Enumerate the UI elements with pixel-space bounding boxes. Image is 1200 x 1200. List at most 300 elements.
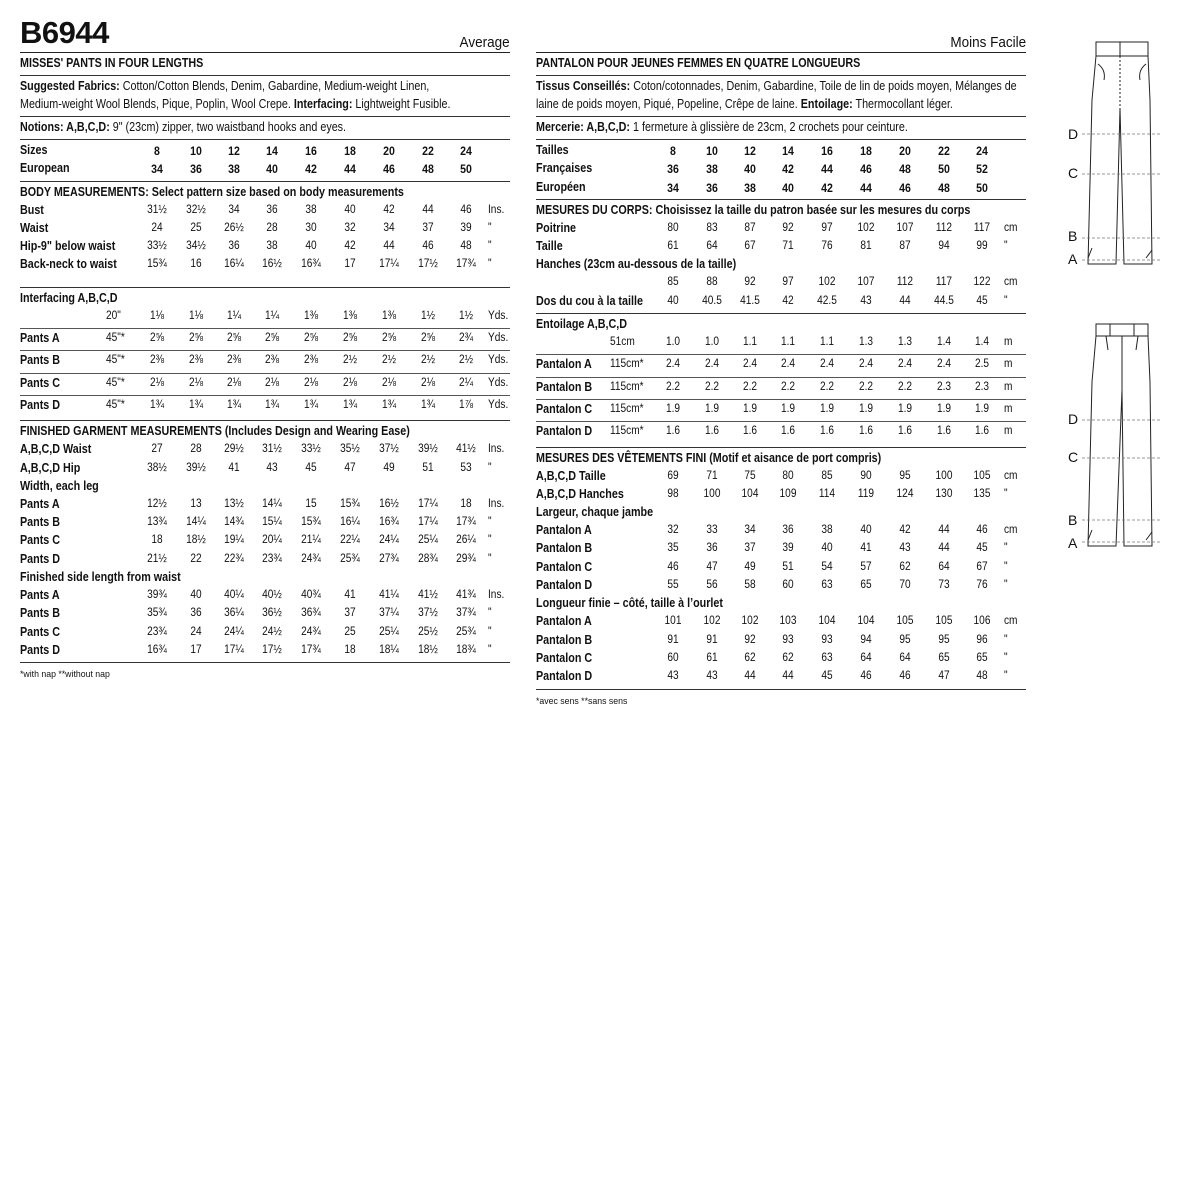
unit-label: "	[1004, 487, 1008, 500]
value-cell: 15¾	[147, 258, 167, 271]
value-cell: 1.9	[897, 402, 913, 415]
value-cell: 24¾	[301, 552, 321, 565]
value-cell: 1.9	[742, 402, 758, 415]
notions-section-en	[20, 117, 510, 140]
value-cell: 17¾	[301, 643, 321, 656]
unit-label: "	[1004, 542, 1008, 555]
fabric-width: 115cm*	[610, 425, 644, 438]
value-cell: 102	[857, 221, 875, 234]
english-column	[20, 14, 510, 680]
value-cell: 56	[706, 579, 718, 592]
table-row	[20, 513, 510, 531]
table-row	[536, 400, 1026, 422]
row-label: Pants C	[20, 375, 61, 390]
unit-label: "	[1004, 651, 1008, 664]
unit-label: cm	[1004, 524, 1018, 537]
header-en	[20, 14, 510, 53]
value-cell: 41½	[418, 589, 438, 602]
value-cell: 51	[782, 560, 794, 573]
table-row	[536, 159, 1026, 177]
table-row	[536, 485, 1026, 503]
value-cell: 35¾	[147, 607, 167, 620]
value-cell: 24½	[262, 625, 282, 638]
value-cell: 105	[896, 615, 914, 628]
fabric-width: 45"*	[106, 354, 125, 367]
value-cell: 26½	[224, 221, 244, 234]
value-cell: 90	[860, 469, 872, 482]
value-cell: 46	[860, 162, 872, 177]
value-cell: 16	[190, 258, 202, 271]
value-cell: 71	[782, 240, 794, 253]
value-cell: 37	[344, 607, 356, 620]
table-row	[20, 201, 510, 219]
fabrics-text2-en: Medium-weight Wool Blends, Pique, Poplin, Wool Crepe.	[20, 97, 291, 111]
table-row	[20, 374, 510, 396]
value-cell: 60	[667, 651, 679, 664]
value-cell: 19¼	[224, 534, 244, 547]
value-cell: 12	[228, 144, 240, 158]
table-row	[20, 531, 510, 549]
value-cell: 1.9	[665, 402, 681, 415]
unit-label: "	[1004, 633, 1008, 646]
value-cell: 34½	[186, 240, 206, 253]
value-cell: 40¼	[224, 589, 244, 602]
value-cell: 1.3	[897, 336, 913, 349]
value-cell: 42	[782, 162, 794, 177]
unit-label: cm	[1004, 221, 1018, 234]
value-cell: 64	[706, 240, 718, 253]
value-cell: 16¼	[224, 258, 244, 271]
value-cell: 46	[899, 670, 911, 683]
row-label: Pants A	[20, 496, 60, 511]
table-row	[536, 273, 1026, 291]
unit-label: "	[488, 461, 492, 474]
value-cell: 44	[344, 162, 356, 177]
value-cell: 2⅝	[420, 332, 436, 345]
value-cell: 1¾	[226, 398, 242, 411]
value-cell: 34	[667, 180, 679, 195]
value-cell: 55	[667, 579, 679, 592]
value-cell: 16¾	[147, 643, 167, 656]
value-cell: 25¼	[418, 534, 438, 547]
unit-label: Ins.	[488, 443, 505, 456]
value-cell: 22¼	[340, 534, 360, 547]
value-cell: 28¾	[418, 552, 438, 565]
table-row	[20, 141, 510, 159]
value-cell: 46	[667, 560, 679, 573]
value-cell: 1.6	[665, 425, 681, 438]
value-cell: 95	[899, 469, 911, 482]
unit-label: "	[1004, 579, 1008, 592]
value-cell: 40.5	[702, 294, 722, 307]
value-cell: 1¾	[149, 398, 165, 411]
value-cell: 25	[344, 625, 356, 638]
value-cell: 26¼	[456, 534, 476, 547]
value-cell: 2⅛	[342, 376, 358, 389]
value-cell: 16¾	[301, 258, 321, 271]
table-row	[536, 378, 1026, 400]
value-cell: 40¾	[301, 589, 321, 602]
value-cell: 35	[667, 542, 679, 555]
value-cell: 20¼	[262, 534, 282, 547]
interfacing-text-fr: Thermocollant léger.	[855, 97, 953, 111]
value-cell: 42	[821, 180, 833, 195]
value-cell: 2⅝	[226, 332, 242, 345]
unit-label: m	[1004, 380, 1013, 393]
value-cell: 36¼	[224, 607, 244, 620]
row-label: Pants C	[20, 533, 61, 548]
value-cell: 41.5	[740, 294, 760, 307]
value-cell: 43	[667, 670, 679, 683]
interfacing-text-en: Lightweight Fusible.	[355, 97, 451, 111]
value-cell: 92	[744, 633, 756, 646]
footnote-fr: *avec sens **sans sens	[536, 695, 628, 707]
value-cell: 40	[266, 162, 278, 177]
value-cell: 27	[151, 443, 163, 456]
value-cell: 81	[860, 240, 872, 253]
row-label: Pantalon B	[536, 541, 593, 556]
value-cell: 1.9	[858, 402, 874, 415]
value-cell: 37	[744, 542, 756, 555]
value-cell: 46	[976, 524, 988, 537]
value-cell: 43	[899, 542, 911, 555]
value-cell: 12½	[147, 497, 167, 510]
table-row	[20, 641, 510, 659]
value-cell: 88	[706, 276, 718, 289]
value-cell: 46	[460, 203, 472, 216]
value-cell: 94	[860, 633, 872, 646]
value-cell: 41½	[456, 443, 476, 456]
value-cell: 14	[266, 144, 278, 158]
value-cell: 36½	[262, 607, 282, 620]
table-row	[20, 159, 510, 177]
value-cell: 40	[860, 524, 872, 537]
value-cell: 100	[703, 487, 721, 500]
notions-text-fr: 1 fermeture à glissière de 23cm, 2 crochets pour ceinture.	[632, 120, 908, 134]
value-cell: 17½	[418, 258, 438, 271]
value-cell: 67	[976, 560, 988, 573]
value-cell: 2⅜	[149, 354, 165, 367]
value-cell: 2.4	[897, 358, 913, 371]
value-cell: 48	[938, 180, 950, 195]
table-row	[20, 495, 510, 513]
value-cell: 1.6	[897, 425, 913, 438]
value-cell: 37½	[418, 607, 438, 620]
value-cell: 33½	[147, 240, 167, 253]
value-cell: 2.3	[936, 380, 952, 393]
notions-label-fr: Mercerie: A,B,C,D:	[536, 120, 630, 134]
value-cell: 92	[782, 221, 794, 234]
value-cell: 1.9	[704, 402, 720, 415]
value-cell: 71	[706, 469, 718, 482]
unit-label: "	[488, 534, 492, 547]
value-cell: 40	[821, 542, 833, 555]
view-label-a: A	[1068, 251, 1078, 267]
value-cell: 2⅛	[149, 376, 165, 389]
unit-label: "	[488, 221, 492, 234]
value-cell: 2⅛	[226, 376, 242, 389]
value-cell: 15¾	[301, 516, 321, 529]
value-cell: 2⅛	[303, 376, 319, 389]
value-cell: 40	[305, 240, 317, 253]
value-cell: 105	[935, 615, 953, 628]
value-cell: 25¾	[456, 625, 476, 638]
value-cell: 52	[976, 162, 988, 177]
unit-label: "	[488, 643, 492, 656]
value-cell: 2.2	[665, 380, 681, 393]
value-cell: 38	[305, 203, 317, 216]
finished-measurements-title: MESURES DES VÊTEMENTS FINI (Motif et aisance de port compris)	[536, 450, 882, 465]
value-cell: 65	[976, 651, 988, 664]
value-cell: 33½	[301, 443, 321, 456]
value-cell: 2¾	[458, 332, 474, 345]
value-cell: 41¼	[379, 589, 399, 602]
value-cell: 1.9	[974, 402, 990, 415]
value-cell: 34	[228, 203, 240, 216]
value-cell: 1.9	[936, 402, 952, 415]
value-cell: 91	[706, 633, 718, 646]
value-cell: 40½	[262, 589, 282, 602]
value-cell: 104	[741, 487, 759, 500]
value-cell: 18½	[186, 534, 206, 547]
table-row	[20, 623, 510, 641]
table-row	[536, 631, 1026, 649]
value-cell: 36¾	[301, 607, 321, 620]
value-cell: 20	[383, 144, 395, 158]
value-cell: 48	[899, 162, 911, 177]
unit-label: Ins.	[488, 203, 505, 216]
value-cell: 2.2	[858, 380, 874, 393]
header-fr	[536, 14, 1026, 53]
fabric-width: 115cm*	[610, 358, 644, 371]
technical-drawings	[1060, 30, 1170, 570]
value-cell: 17¼	[418, 497, 438, 510]
row-label: Pantalon D	[536, 669, 593, 684]
value-cell: 2.3	[974, 380, 990, 393]
row-label: Taille	[536, 239, 563, 254]
row-label: Pantalon A	[536, 523, 592, 538]
value-cell: 1.3	[858, 336, 874, 349]
value-cell: 17¼	[379, 258, 399, 271]
value-cell: 28	[266, 221, 278, 234]
value-cell: 93	[821, 633, 833, 646]
row-label: Bust	[20, 202, 44, 217]
fabric-width: 45"*	[106, 332, 125, 345]
value-cell: 2¼	[458, 376, 474, 389]
value-cell: 76	[821, 240, 833, 253]
row-label: Pants A	[20, 331, 60, 346]
value-cell: 45	[821, 670, 833, 683]
length-title: Finished side length from waist	[20, 570, 181, 585]
difficulty-level-fr: Moins Facile	[950, 34, 1026, 51]
value-cell: 25½	[418, 625, 438, 638]
row-label: Pantalon A	[536, 357, 592, 372]
unit-label: cm	[1004, 615, 1018, 628]
value-cell: 53	[460, 461, 472, 474]
value-cell: 37¾	[456, 607, 476, 620]
fabric-width: 45"*	[106, 398, 125, 411]
value-cell: 100	[935, 469, 953, 482]
value-cell: 1.0	[704, 336, 720, 349]
value-cell: 42	[899, 524, 911, 537]
value-cell: 32	[667, 524, 679, 537]
table-row	[536, 467, 1026, 485]
value-cell: 50	[460, 162, 472, 177]
value-cell: 38½	[147, 461, 167, 474]
value-cell: 117	[935, 276, 953, 289]
value-cell: 1.6	[819, 425, 835, 438]
view-label-b: B	[1068, 512, 1078, 528]
row-label: A,B,C,D Hip	[20, 460, 81, 475]
value-cell: 41¾	[456, 589, 476, 602]
unit-label: "	[488, 552, 492, 565]
table-row	[536, 237, 1026, 255]
value-cell: 18	[860, 144, 872, 158]
value-cell: 46	[422, 240, 434, 253]
interfacing-title: Interfacing A,B,C,D	[20, 290, 118, 305]
table-row	[536, 576, 1026, 594]
value-cell: 17	[344, 258, 356, 271]
finished-measurements-fr	[536, 448, 1026, 690]
value-cell: 18¾	[456, 643, 476, 656]
value-cell: 1¾	[188, 398, 204, 411]
sizes-table-fr	[536, 140, 1026, 200]
value-cell: 85	[667, 276, 679, 289]
value-cell: 1⅜	[381, 309, 397, 322]
value-cell: 58	[744, 579, 756, 592]
value-cell: 64	[899, 651, 911, 664]
value-cell: 112	[935, 221, 953, 234]
fabrics-label-fr: Tissus Conseillés:	[536, 79, 631, 93]
interfacing-title: Entoilage A,B,C,D	[536, 317, 627, 332]
fabrics-label-en: Suggested Fabrics:	[20, 79, 120, 93]
value-cell: 1⅜	[303, 309, 319, 322]
value-cell: 18¼	[379, 643, 399, 656]
value-cell: 1¾	[420, 398, 436, 411]
value-cell: 135	[973, 487, 991, 500]
value-cell: 38	[706, 162, 718, 177]
body-measurements-fr	[536, 200, 1026, 314]
table-row	[536, 141, 1026, 159]
table-row	[20, 307, 510, 329]
value-cell: 16½	[262, 258, 282, 271]
value-cell: 97	[782, 276, 794, 289]
row-label: Pantalon A	[536, 614, 592, 629]
value-cell: 22	[938, 144, 950, 158]
value-cell: 33	[706, 524, 718, 537]
value-cell: 41	[860, 542, 872, 555]
value-cell: 17¼	[418, 516, 438, 529]
table-row	[20, 219, 510, 237]
unit-label: "	[1004, 560, 1008, 573]
value-cell: 1.6	[780, 425, 796, 438]
value-cell: 13½	[224, 497, 244, 510]
value-cell: 62	[782, 651, 794, 664]
value-cell: 22¾	[224, 552, 244, 565]
value-cell: 17½	[262, 643, 282, 656]
back-view-drawing	[1060, 320, 1170, 570]
value-cell: 42	[305, 162, 317, 177]
table-row	[20, 440, 510, 458]
value-cell: 23¾	[262, 552, 282, 565]
value-cell: 32½	[186, 203, 206, 216]
view-label-a: A	[1068, 535, 1078, 551]
value-cell: 24	[460, 144, 472, 158]
value-cell: 2½	[458, 354, 474, 367]
fabric-width: 45"*	[106, 376, 125, 389]
fabrics-text-en: Cotton/Cotton Blends, Denim, Gabardine, Medium-weight Linen,	[122, 79, 430, 93]
table-row	[20, 237, 510, 255]
view-label-b: B	[1068, 228, 1078, 244]
unit-label: cm	[1004, 276, 1018, 289]
value-cell: 73	[938, 579, 950, 592]
row-label: A,B,C,D Hanches	[536, 486, 624, 501]
value-cell: 16¾	[379, 516, 399, 529]
value-cell: 1¾	[342, 398, 358, 411]
value-cell: 2.4	[742, 358, 758, 371]
difficulty-level-en: Average	[459, 34, 510, 51]
value-cell: 44	[782, 670, 794, 683]
value-cell: 24¼	[224, 625, 244, 638]
value-cell: 2.4	[936, 358, 952, 371]
value-cell: 104	[818, 615, 836, 628]
value-cell: 16½	[379, 497, 399, 510]
value-cell: 2⅜	[188, 354, 204, 367]
view-label-c: C	[1068, 449, 1079, 465]
row-label: Pantalon B	[536, 379, 593, 394]
unit-label: cm	[1004, 469, 1018, 482]
row-label: European	[20, 161, 70, 176]
notions-text-en: 9" (23cm) zipper, two waistband hooks and eyes.	[112, 120, 347, 134]
value-cell: 60	[782, 579, 794, 592]
value-cell: 2⅜	[226, 354, 242, 367]
value-cell: 2⅛	[188, 376, 204, 389]
value-cell: 41	[228, 461, 240, 474]
pattern-title-fr: PANTALON POUR JEUNES FEMMES EN QUATRE LONGUEURS	[536, 56, 861, 70]
value-cell: 80	[667, 221, 679, 234]
value-cell: 2½	[381, 354, 397, 367]
table-row	[536, 612, 1026, 630]
value-cell: 48	[422, 162, 434, 177]
value-cell: 12	[744, 144, 756, 158]
table-row	[536, 219, 1026, 237]
value-cell: 48	[460, 240, 472, 253]
value-cell: 64	[860, 651, 872, 664]
value-cell: 1.1	[819, 336, 835, 349]
value-cell: 18½	[418, 643, 438, 656]
value-cell: 48	[976, 670, 988, 683]
value-cell: 44.5	[934, 294, 954, 307]
value-cell: 29¾	[456, 552, 476, 565]
value-cell: 8	[154, 144, 160, 158]
row-label: Pants D	[20, 551, 61, 566]
value-cell: 34	[744, 524, 756, 537]
value-cell: 15¼	[262, 516, 282, 529]
value-cell: 104	[857, 615, 875, 628]
value-cell: 1¾	[264, 398, 280, 411]
value-cell: 1⅛	[149, 309, 165, 322]
value-cell: 15¾	[340, 497, 360, 510]
value-cell: 2.4	[704, 358, 720, 371]
value-cell: 40	[667, 294, 679, 307]
interfacing-label-fr: Entoilage:	[800, 97, 853, 111]
value-cell: 112	[896, 276, 914, 289]
value-cell: 49	[383, 461, 395, 474]
value-cell: 124	[896, 487, 914, 500]
value-cell: 97	[821, 221, 833, 234]
value-cell: 44	[821, 162, 833, 177]
value-cell: 17¾	[456, 258, 476, 271]
